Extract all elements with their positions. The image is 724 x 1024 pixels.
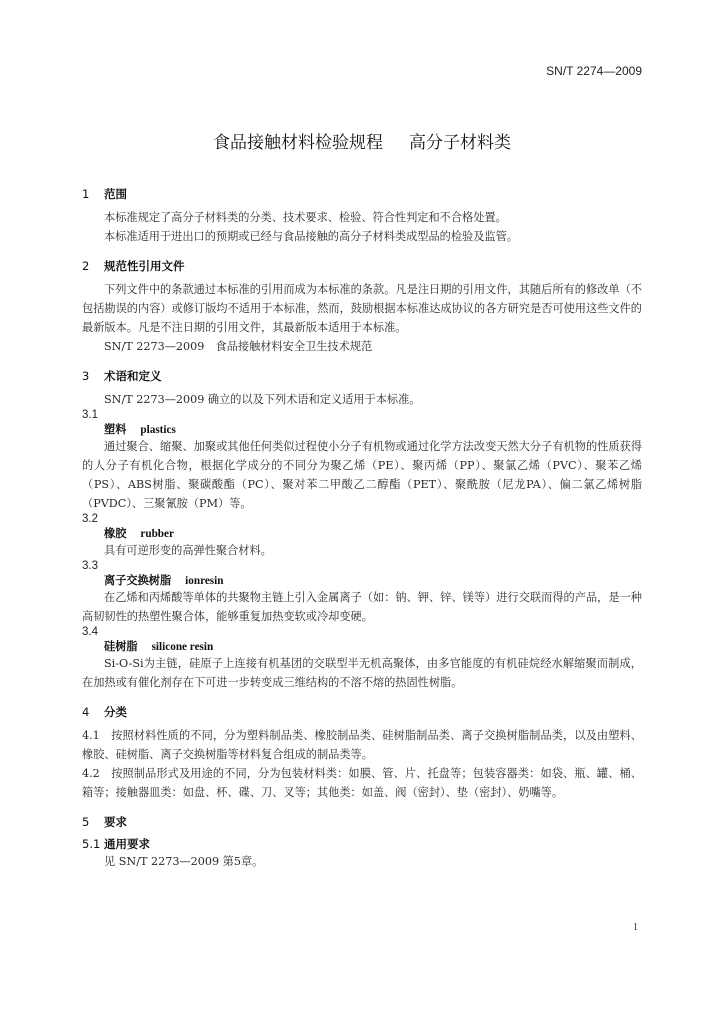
term-definition: 在乙烯和丙烯酸等单体的共聚物主链上引入金属离子（如：钠、钾、锌、镁等）进行交联而得的产品，是一种高韧韧性的热塑性聚合体，能够重复加热变软或冷却变硬。 bbox=[82, 591, 642, 623]
section-2-heading: 2 规范性引用文件 bbox=[82, 259, 185, 273]
section-5-heading: 5 要求 bbox=[82, 815, 127, 829]
section-4-heading: 4 分类 bbox=[82, 705, 127, 719]
section-3-intro: SN/T 2273—2009 确立的以及下列术语和定义适用于本标准。 bbox=[104, 393, 421, 406]
term-definition: Si-O-Si为主链，硅原子上连接有机基团的交联型半无机高聚体，由多官能度的有机硅烷经水解缩聚而制成，在加热或有催化剂存在下可进一步转变成三维结构的不溶不熔的热固性树脂。 bbox=[82, 657, 642, 689]
term-number: 3.4 bbox=[82, 626, 98, 638]
term-title: 离子交换树脂 ionresin bbox=[104, 573, 224, 587]
section-1-heading: 1 范围 bbox=[82, 187, 127, 201]
title-sub: 高分子材料类 bbox=[409, 133, 511, 153]
page-number: 1 bbox=[633, 922, 638, 933]
section-1-paragraph: 本标准适用于进出口的预期或已经与食品接触的高分子材料类成型品的检验及监管。 bbox=[104, 230, 518, 243]
term-title: 橡胶 rubber bbox=[104, 526, 174, 540]
page-title bbox=[0, 128, 724, 153]
term-number: 3.2 bbox=[82, 513, 98, 525]
term-definition: 通过聚合、缩聚、加聚或其他任何类似过程使小分子有机物或通过化学方法改变天然大分子有机物的性质获得的人分子有机化合物，根据化学成分的不同分为聚乙烯（PE）、聚丙烯（PP）、聚氯乙烯（PVC）、聚苯乙烯（PS）、ABS树脂、聚碳酸酯（PC）、聚对苯二甲酸乙二醇酯（PET）、聚酰胺（尼龙PA）、偏二氯乙烯树脂（PVDC）、三聚氰胺（PM）等。 bbox=[82, 440, 642, 510]
term-title: 塑料 plastics bbox=[104, 422, 176, 436]
section-1-paragraph: 本标准规定了高分子材料类的分类、技术要求、检验、符合性判定和不合格处置。 bbox=[104, 211, 507, 224]
normative-reference: SN/T 2273—2009 食品接触材料安全卫生技术规范 bbox=[104, 340, 373, 353]
standard-code: SN/T 2274—2009 bbox=[546, 64, 642, 78]
term-number: 3.1 bbox=[82, 409, 98, 421]
section-3-heading: 3 术语和定义 bbox=[82, 369, 162, 383]
subsection-5-1-text: 见 SN/T 2273—2009 第5章。 bbox=[104, 855, 264, 868]
term-title: 硅树脂 silicone resin bbox=[104, 639, 214, 653]
term-definition: 具有可逆形变的高弹性聚合材料。 bbox=[104, 544, 272, 557]
title-main: 食品接触材料检验规程 bbox=[213, 133, 383, 153]
section-2-paragraph: 下列文件中的条款通过本标准的引用而成为本标准的条款。凡是注日期的引用文件，其随后所有的修改单（不包括勘误的内容）或修订版均不适用于本标准，然而，鼓励根据本标准达成协议的各方研究是否可使用这些文件的最新版本。凡是不注日期的引用文件，其最新版本适用于本标准。 bbox=[82, 283, 642, 334]
classification-item: 4.2 按照制品形式及用途的不同，分为包装材料类：如膜、管、片、托盘等；包装容器类：如袋、瓶、罐、桶、箱等；接触器皿类：如盘、杯、碟、刀、叉等；其他类：如盖、阀（密封）、垫（密封）、奶嘴等。 bbox=[82, 767, 642, 799]
document-body bbox=[82, 186, 642, 871]
subsection-5-1-heading: 5.1 通用要求 bbox=[82, 837, 150, 851]
term-number: 3.3 bbox=[82, 560, 98, 572]
classification-item: 4.1 按照材料性质的不同，分为塑料制品类、橡胶制品类、硅树脂制品类、离子交换树脂制品类，以及由塑料、橡胶、硅树脂、离子交换树脂等材料复合组成的制品类等。 bbox=[82, 729, 642, 761]
